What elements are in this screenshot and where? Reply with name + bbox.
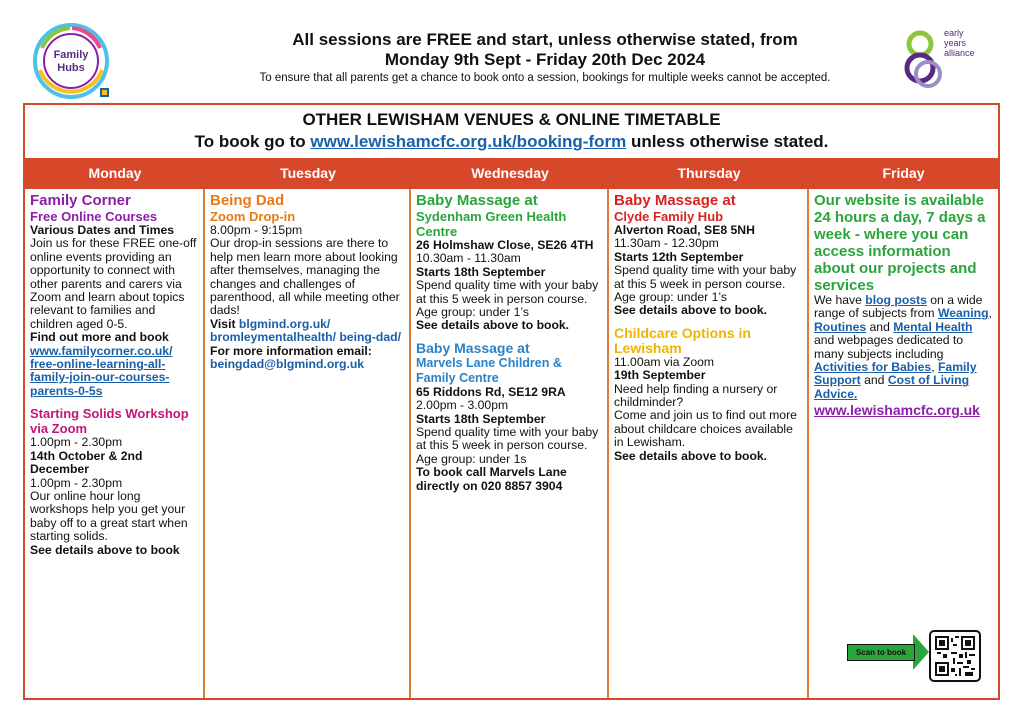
column-monday: [25, 189, 205, 698]
visit-label: Visit: [210, 316, 239, 331]
scan-label: Scan to book: [847, 644, 915, 661]
session-subtitle: Free Online Courses: [30, 209, 158, 224]
session-address: 65 Riddons Rd, SE12 9RA: [416, 384, 566, 399]
logo-text-early: early: [944, 28, 964, 38]
website-heading: Our website is available 24 hours a day, 7 days a week - where you can access information about our projects and services: [814, 192, 986, 294]
logo-text-years: years: [944, 38, 967, 48]
column-wednesday: [411, 189, 609, 698]
column-friday: [809, 189, 998, 698]
session-dates: 14th October & 2nd December: [30, 448, 143, 477]
text-fragment: on a wide range of subjects from: [814, 293, 983, 321]
session-title: Baby Massage at: [416, 339, 530, 356]
see-details: See details above to book.: [614, 448, 768, 463]
website-description: [814, 294, 994, 401]
session-title: Family Corner: [30, 192, 131, 209]
day-columns: [25, 189, 998, 698]
age-group: Age group: under 1’s: [416, 305, 529, 320]
logo-text-alliance: alliance: [944, 48, 975, 58]
see-details: See details above to book.: [614, 303, 768, 318]
session-description: Join us for these FREE one-off online events providing an opportunity to connect with other parents and carers via Zoom and learn about topics relevant to families and children aged 0-5.: [30, 236, 197, 331]
age-group: Age group: under 1s: [416, 451, 527, 466]
see-details: See details above to book: [30, 542, 180, 557]
blog-posts-link[interactable]: blog posts: [865, 293, 927, 307]
session-address: 26 Holmshaw Close, SE26 4TH: [416, 238, 594, 252]
session-venue: Sydenham Green Health Centre: [416, 209, 567, 239]
booking-prefix: To book go to: [194, 132, 311, 151]
session-start: Starts 12th September: [614, 249, 744, 264]
timetable: [23, 103, 1000, 700]
session-title: Baby Massage at: [614, 192, 736, 209]
website-link[interactable]: www.lewishamcfc.org.uk: [814, 402, 980, 419]
session-description: Our online hour long workshops help you get your baby off to a great start when starting solids.: [30, 488, 188, 544]
header-line-1: All sessions are FREE and start, unless otherwise stated, from: [292, 30, 798, 49]
being-dad-link[interactable]: blgmind.org.uk/ bromleymentalhealth/ being-dad/: [210, 316, 401, 345]
header-text: [150, 30, 940, 86]
early-years-alliance-logo: [898, 24, 998, 94]
session-title: Being Dad: [210, 192, 285, 209]
logo-text-hubs: Hubs: [57, 62, 85, 74]
session-description: Spend quality time with your baby at this 5 week in person course.: [416, 278, 599, 306]
age-group: Age group: under 1’s: [614, 290, 727, 305]
email-label: For more information email:: [210, 343, 372, 358]
activities-for-babies-link[interactable]: Activities for Babies: [814, 360, 932, 375]
session-title: Starting Solids Workshop via Zoom: [30, 406, 189, 437]
session-time: 11.00am via Zoom: [614, 354, 715, 369]
booking-suffix: unless otherwise stated.: [626, 132, 829, 151]
session-start: Starts 18th September: [416, 264, 546, 279]
text-fragment: and: [860, 373, 888, 388]
day-header-row: [25, 158, 998, 189]
day-wednesday: Wednesday: [471, 165, 549, 181]
day-friday: Friday: [882, 165, 925, 181]
booking-form-link[interactable]: www.lewishamcfc.org.uk/booking-form: [310, 132, 627, 151]
session-description: Spend quality time with your baby at this 5 week in person course.: [416, 425, 599, 453]
booking-line: [25, 131, 998, 153]
day-monday: Monday: [88, 165, 142, 181]
session-time: 10.30am - 11.30am: [416, 251, 521, 266]
session-time: 1.00pm - 2.30pm: [30, 435, 123, 450]
routines-link[interactable]: Routines: [814, 319, 867, 334]
session-date: 19th September: [614, 368, 706, 383]
session-address: Alverton Road, SE8 5NH: [614, 223, 755, 237]
session-time: 8.00pm - 9:15pm: [210, 223, 303, 237]
scan-to-book: [847, 634, 929, 670]
timetable-title: [25, 105, 998, 158]
text-fragment: We have: [814, 293, 866, 307]
family-hubs-logo: [30, 20, 112, 102]
session-description: Need help finding a nursery or childminder?: [614, 381, 778, 410]
find-out-more: Find out more and book: [30, 330, 169, 345]
session-description: Spend quality time with your baby at this 5 week in person course.: [614, 263, 797, 291]
booking-phone: To book call Marvels Lane directly on 020 8857 3904: [416, 465, 567, 493]
session-when: Various Dates and Times: [30, 223, 175, 237]
family-support-link[interactable]: Family Support: [814, 360, 977, 388]
family-corner-link[interactable]: www.familycorner.co.uk/ free-online-learning-all-family-join-our-courses-parents-0-5s: [30, 343, 173, 398]
see-details: See details above to book.: [416, 318, 570, 333]
session-title: Childcare Options in Lewisham: [614, 324, 751, 356]
column-thursday: [609, 189, 809, 698]
qr-code-icon[interactable]: [929, 630, 981, 682]
day-thursday: Thursday: [677, 165, 741, 181]
booking-note: To ensure that all parents get a chance to book onto a session, bookings for multiple weeks cannot be accepted.: [259, 72, 831, 84]
column-tuesday: [205, 189, 411, 698]
session-time: 11.30am - 12.30pm: [614, 236, 719, 251]
text-fragment: and webpages dedicated to many subjects including: [814, 333, 964, 361]
weaning-link[interactable]: Weaning: [937, 306, 989, 321]
text-fragment: ,: [988, 306, 992, 321]
day-tuesday: Tuesday: [280, 165, 336, 181]
session-venue: Marvels Lane Children & Family Centre: [416, 355, 562, 385]
mental-health-link[interactable]: Mental Health: [893, 319, 973, 334]
session-time: 2.00pm - 3.00pm: [416, 398, 509, 413]
header-line-2: Monday 9th Sept - Friday 20th Dec 2024: [384, 50, 706, 69]
logo-text-family: Family: [53, 49, 89, 61]
session-start: Starts 18th September: [416, 411, 546, 426]
session-time: 1.00pm - 2.30pm: [30, 475, 123, 490]
session-description: Our drop-in sessions are there to help men learn more about looking after themselves, managing the changes and challenges of parenthood, all while meeting other dads!: [210, 236, 400, 318]
arrow-right-icon: [913, 634, 929, 670]
cost-of-living-link[interactable]: Cost of Living Advice.: [814, 373, 970, 401]
session-subtitle: Zoom Drop-in: [210, 209, 296, 224]
session-title: Baby Massage at: [416, 192, 538, 209]
session-venue: Clyde Family Hub: [614, 209, 724, 224]
timetable-heading: OTHER LEWISHAM VENUES & ONLINE TIMETABLE: [302, 110, 721, 129]
session-description: Come and join us to find out more about childcare choices available in Lewisham.: [614, 408, 797, 450]
email-link[interactable]: beingdad@blgmind.org.uk: [210, 357, 365, 372]
text-fragment: ,: [931, 360, 938, 375]
text-fragment: and: [866, 319, 894, 334]
